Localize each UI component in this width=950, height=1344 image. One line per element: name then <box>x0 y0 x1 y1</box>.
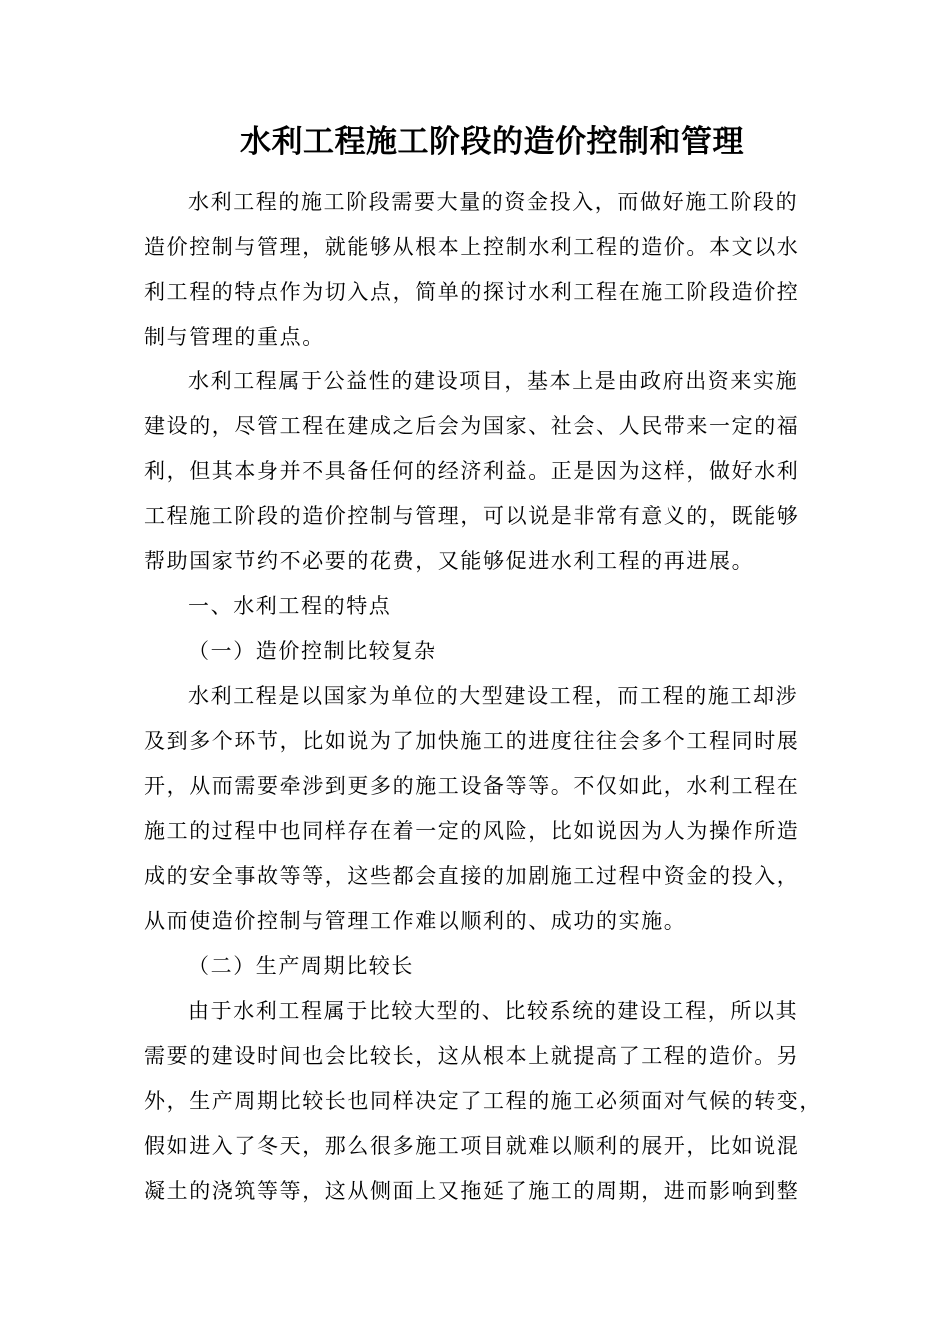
paragraph-line: 及到多个环节，比如说为了加快施工的进度往往会多个工程同时展 <box>144 729 800 753</box>
paragraph-line: 利工程的特点作为切入点，简单的探讨水利工程在施工阶段造价控 <box>144 280 800 304</box>
subsection-heading: （二）生产周期比较长 <box>188 954 414 978</box>
paragraph-line: 工程施工阶段的造价控制与管理，可以说是非常有意义的，既能够 <box>144 504 800 528</box>
paragraph-line: 外，生产周期比较长也同样决定了工程的施工必须面对气候的转变， <box>144 1089 822 1113</box>
paragraph-line: 假如进入了冬天，那么很多施工项目就难以顺利的展开，比如说混 <box>144 1134 800 1158</box>
paragraph-line: 建设的，尽管工程在建成之后会为国家、社会、人民带来一定的福 <box>144 414 800 438</box>
paragraph-line: 由于水利工程属于比较大型的、比较系统的建设工程，所以其 <box>188 999 799 1023</box>
section-heading: 一、水利工程的特点 <box>188 594 392 618</box>
paragraph-line: 制与管理的重点。 <box>144 325 325 349</box>
document-title: 水利工程施工阶段的造价控制和管理 <box>240 124 744 160</box>
paragraph-line: 施工的过程中也同样存在着一定的风险，比如说因为人为操作所造 <box>144 819 800 843</box>
paragraph-line: 水利工程是以国家为单位的大型建设工程，而工程的施工却涉 <box>188 684 799 708</box>
subsection-heading: （一）造价控制比较复杂 <box>188 639 437 663</box>
paragraph-line: 需要的建设时间也会比较长，这从根本上就提高了工程的造价。另 <box>144 1044 800 1068</box>
paragraph-line: 成的安全事故等等，这些都会直接的加剧施工过程中资金的投入， <box>144 864 800 888</box>
paragraph-line: 凝土的浇筑等等，这从侧面上又拖延了施工的周期，进而影响到整 <box>144 1179 800 1203</box>
paragraph-line: 水利工程的施工阶段需要大量的资金投入，而做好施工阶段的 <box>188 190 799 214</box>
paragraph-line: 造价控制与管理，就能够从根本上控制水利工程的造价。本文以水 <box>144 235 800 259</box>
paragraph-line: 利，但其本身并不具备任何的经济利益。正是因为这样，做好水利 <box>144 459 800 483</box>
paragraph-line: 开，从而需要牵涉到更多的施工设备等等。不仅如此，水利工程在 <box>144 774 800 798</box>
paragraph-line: 帮助国家节约不必要的花费，又能够促进水利工程的再进展。 <box>144 549 755 573</box>
paragraph-line: 从而使造价控制与管理工作难以顺利的、成功的实施。 <box>144 909 687 933</box>
paragraph-line: 水利工程属于公益性的建设项目，基本上是由政府出资来实施 <box>188 369 799 393</box>
